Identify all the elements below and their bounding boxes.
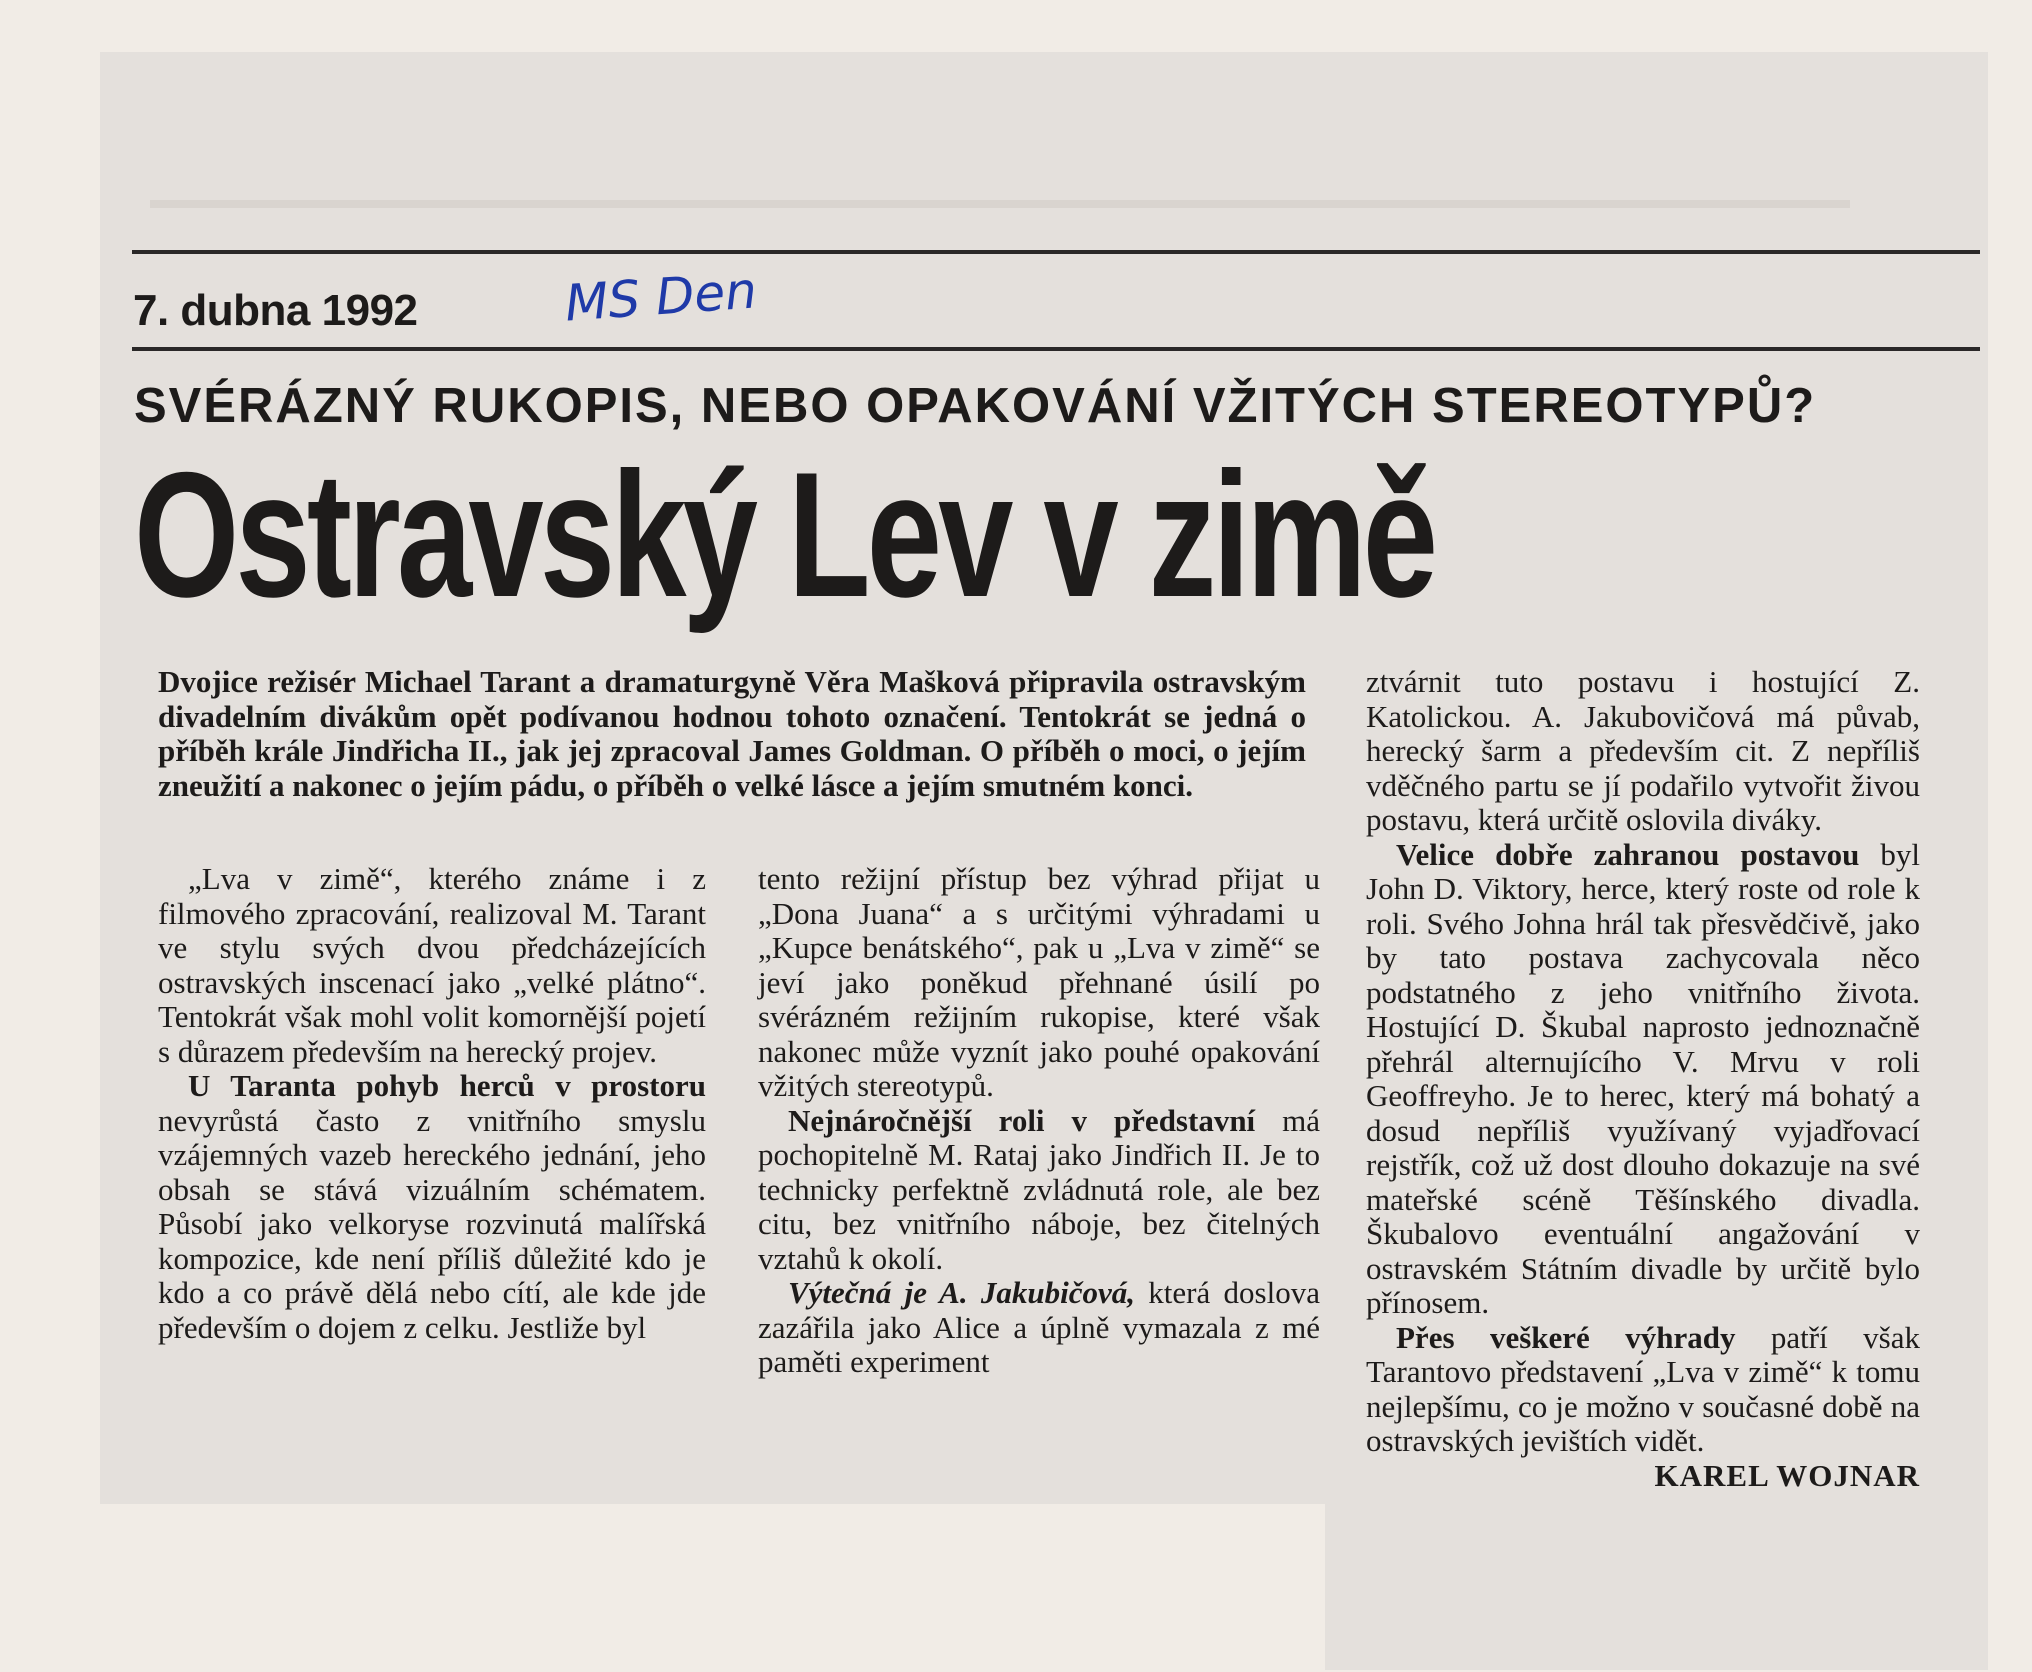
column-2 bbox=[758, 862, 1320, 1380]
kicker: SVÉRÁZNÝ RUKOPIS, NEBO OPAKOVÁNÍ VŽITÝCH STEREOTYPŮ? bbox=[134, 379, 1817, 433]
col3-paragraph-2-lede: Velice dobře zahranou postavou bbox=[1396, 836, 1860, 872]
bleed-through-shadow bbox=[150, 200, 1850, 208]
column-1 bbox=[158, 862, 706, 1345]
col2-paragraph-2 bbox=[758, 1104, 1320, 1277]
lead-paragraph bbox=[158, 665, 1306, 803]
col2-paragraph-3-text: která doslova zazářila jako Alice a úplně vymazala z mé paměti experiment bbox=[758, 1275, 1320, 1379]
bottom-rule bbox=[132, 347, 1980, 351]
col2-paragraph-1: tento režijní přístup bez výhrad přijat u „Dona Juana“ a s určitými výhradami u „Kupce benátského“, pak u „Lva v zimě“ se jeví jako poněkud přehnané úsilí po svérázném režijním rukopise, které však nakonec může vyznít jako pouhé opakování vžitých stereotypů. bbox=[758, 861, 1320, 1103]
lead-text: Dvojice režisér Michael Tarant a dramaturgyně Věra Mašková připravila ostravským divadelním divákům opět podívanou hodnou tohoto označení. Tentokrát se jedná o příběh krále Jindřicha II., jak jej zpracoval James Goldman. O příběh o moci, o jejím zneužití a nakonec o jejím pádu, o příběh o velké lásce a jejím smutném konci. bbox=[158, 664, 1306, 803]
col2-paragraph-3-lede: Výtečná je A. Jakubičová, bbox=[788, 1275, 1135, 1310]
top-rule bbox=[132, 250, 1980, 254]
col3-paragraph-3-lede: Přes veškeré výhrady bbox=[1396, 1319, 1736, 1355]
col2-paragraph-2-lede: Nejnáročnější roli v představní bbox=[788, 1102, 1256, 1138]
col3-paragraph-3-text: patří však Tarantovo představení „Lva v zimě“ k tomu nejlepšímu, co je možno v současné době na ostravských jevištích vidět. bbox=[1366, 1319, 1920, 1458]
col2-paragraph-3 bbox=[758, 1276, 1320, 1380]
col1-paragraph-2 bbox=[158, 1069, 706, 1345]
col1-paragraph-2-lede: U Taranta pohyb herců v prostoru bbox=[188, 1068, 706, 1103]
col3-paragraph-1: ztvárnit tuto postavu i hostující Z. Katolickou. A. Jakubovičová má půvab, herecký šarm a především cit. Z nepříliš vděčného partu se jí podařilo vytvořit živou postavu, která určitě oslovila diváky. bbox=[1366, 664, 1920, 837]
col1-paragraph-1: „Lva v zimě“, kterého známe i z filmového zpracování, realizoval M. Tarant ve stylu svých dvou předcházejících ostravských inscenací jako „velké plátno“. Tentokrát však mohl volit komornější pojetí s důrazem především na herecký projev. bbox=[158, 861, 706, 1069]
col3-paragraph-2 bbox=[1366, 838, 1920, 1321]
column-3 bbox=[1366, 665, 1920, 1493]
dateline: 7. dubna 1992 bbox=[133, 286, 418, 335]
col2-paragraph-2-text: má pochopitelně M. Rataj jako Jindřich II. Je to technicky perfektně zvládnutá role, ale bez citu, bez vnitřního náboje, bez čitelných vztahů k okolí. bbox=[758, 1102, 1320, 1276]
col3-paragraph-2-text: byl John D. Viktory, herce, který roste od role k roli. Svého Johna hrál tak přesvědčivě, jako by tato postava zachycovala něco podstatného z jeho vnitřního života. Hostující D. Škubal naprosto jednoznačně přehrál alternujícího V. Mrvu v roli Geoffreyho. Je to herec, který má bohatý a dosud nepříliš využívaný vyjadřovací rejstřík, což už dost dlouho dokazuje na své mateřské scéně Těšínského divadla. Škubalovo eventuální angažování v ostravském Státním divadle by určitě bylo přínosem. bbox=[1366, 836, 1920, 1320]
col1-paragraph-2-text: nevyrůstá často z vnitřního smyslu vzájemných vazeb hereckého jednání, jeho obsah se stává vizuálním schématem. Působí jako velkoryse rozvinutá malířská kompozice, kde není příliš důležité kdo je kdo a co právě dělá nebo cítí, ale kde jde především o dojem z celku. Jestliže byl bbox=[158, 1102, 706, 1345]
author-byline: KAREL WOJNAR bbox=[1654, 1457, 1920, 1493]
headline: Ostravský Lev v zimě bbox=[134, 435, 1435, 634]
newspaper-clipping-tail bbox=[1325, 1500, 1988, 1670]
handwritten-note: MS Den bbox=[563, 261, 759, 333]
col3-paragraph-3 bbox=[1366, 1319, 1920, 1493]
